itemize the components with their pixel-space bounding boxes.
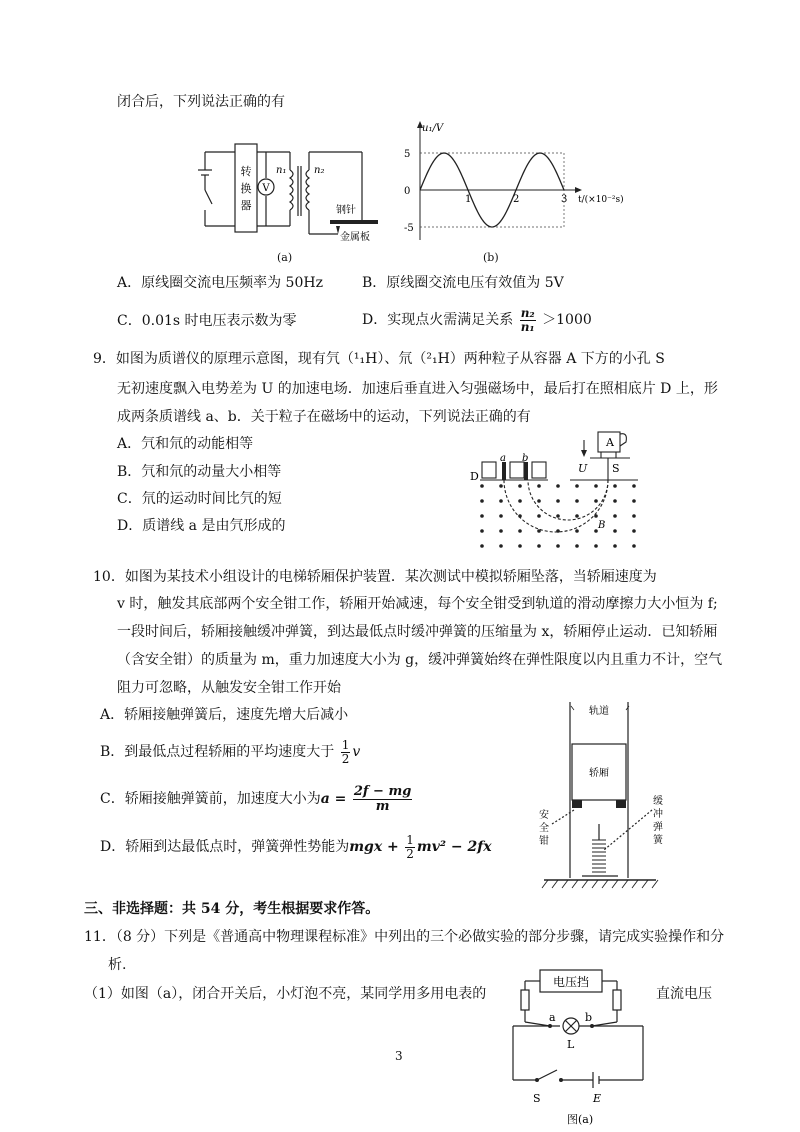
q8-option-d-denominator: n₁ <box>520 319 535 334</box>
spring-label-4: 簧 <box>653 835 663 846</box>
q10-elevator-figure <box>530 700 670 890</box>
magnetic-field-dot <box>613 484 617 488</box>
magnetic-field-dot <box>556 499 560 503</box>
magnetic-field-dot <box>632 544 636 548</box>
y-tick-label: -5 <box>404 223 414 234</box>
q10-option-b <box>100 736 360 768</box>
magnetic-field-dot <box>556 514 560 518</box>
magnetic-field-dot <box>613 544 617 548</box>
q10-option-c-eq: a = <box>320 791 347 807</box>
magnetic-field-dot <box>537 514 541 518</box>
q8-option-a: A．原线圈交流电压频率为 50Hz <box>117 275 323 291</box>
plate-d-label: D <box>470 470 479 483</box>
magnetic-field-dot <box>632 484 636 488</box>
slit-s-label: S <box>612 462 620 475</box>
magnetic-field-dot <box>518 544 522 548</box>
q10-option-d-text: D．轿厢到达最低点时，弹簧弹性势能为 <box>100 839 350 855</box>
magnetic-field-dot <box>518 499 522 503</box>
x-axis-label: t/(×10⁻²s) <box>578 195 624 205</box>
q10-stem-line-4: （含安全钳）的质量为 m，重力加速度大小为 g，缓冲弹簧始终在弹性限度以内且重力不计，空气 <box>117 652 723 668</box>
intro-line: 闭合后，下列说法正确的有 <box>117 94 285 110</box>
needle-label: 钢针 <box>336 205 356 216</box>
q10-option-d-numerator: 1 <box>406 832 414 847</box>
converter-char-1: 转 <box>240 165 252 178</box>
voltmeter-label: V <box>262 183 270 194</box>
q9-option-d: D．质谱线 a 是由氕形成的 <box>117 518 286 534</box>
magnetic-field-dot <box>613 529 617 533</box>
voltage-u-label: U <box>578 462 588 475</box>
q10-stem-line-5: 阻力可忽略，从触发安全钳工作开始 <box>117 680 341 696</box>
q8-option-d-text: D．实现点火需满足关系 <box>362 312 514 328</box>
q10-option-d-denominator: 2 <box>406 846 414 861</box>
figure-b-caption: (b) <box>483 251 499 264</box>
q9-stem-line-1: 9．如图为质谱仪的原理示意图，现有氕（¹₁H）、氘（²₁H）两种粒子从容器 A 下方的小孔 S <box>93 351 665 367</box>
converter-char-2: 换 <box>240 182 252 195</box>
magnetic-field-dot <box>556 544 560 548</box>
field-b-label: B <box>598 520 606 531</box>
battery-e-label: E <box>593 1092 602 1105</box>
line-a-label: a <box>500 453 506 464</box>
x-tick-label: 1 <box>465 194 472 205</box>
q9-stem-line-2: 无初速度飘入电势差为 U 的加速电场．加速后垂直进入匀强磁场中，最后打在照相底片 D 上，形 <box>117 381 718 397</box>
q8-option-d-post: ＞1000 <box>542 312 592 328</box>
x-tick-label: 3 <box>561 194 568 205</box>
y-axis-label: u₁/V <box>422 123 444 134</box>
magnetic-field-dot <box>632 499 636 503</box>
magnetic-field-dot <box>613 499 617 503</box>
magnetic-field-dot <box>480 514 484 518</box>
q10-option-a: A．轿厢接触弹簧后，速度先增大后减小 <box>100 707 349 723</box>
q11-stem-line-1: 11．（8 分）下列是《普通高中物理课程标准》中列出的三个必做实验的部分步骤，请完成实验操作和分 <box>84 929 725 945</box>
magnetic-field-dot <box>480 484 484 488</box>
switch-s-label: S <box>533 1092 541 1105</box>
magnetic-field-dot <box>575 499 579 503</box>
converter-char-3: 器 <box>240 199 252 212</box>
n2-label: n₂ <box>314 165 325 176</box>
magnetic-field-dot <box>499 499 503 503</box>
x-tick-label: 2 <box>513 194 520 205</box>
magnetic-field-dot <box>537 529 541 533</box>
clamp-label-1: 安 <box>539 810 549 821</box>
magnetic-field-dot <box>594 499 598 503</box>
q10-option-b-v: v <box>352 744 361 760</box>
plate-label: 金属板 <box>340 232 370 243</box>
y-tick-label: 0 <box>404 186 411 197</box>
magnetic-field-dot <box>613 514 617 518</box>
magnetic-field-dot <box>537 499 541 503</box>
magnetic-field-dot <box>518 529 522 533</box>
meter-mode-label: 电压挡 <box>552 975 590 989</box>
magnetic-field-dot <box>575 514 579 518</box>
q10-option-c <box>100 782 414 816</box>
q9-mass-spectrometer-figure <box>470 428 645 558</box>
magnetic-field-dot <box>499 484 503 488</box>
section-3-heading: 三、非选择题：共 54 分，考生根据要求作答。 <box>84 901 380 917</box>
spring-label-3: 弹 <box>653 822 663 833</box>
magnetic-field-dot <box>575 529 579 533</box>
q10-option-b-numerator: 1 <box>341 737 350 752</box>
magnetic-field-dot <box>499 529 503 533</box>
magnetic-field-dot <box>632 529 636 533</box>
q10-option-d-part1: mgx + <box>349 839 399 855</box>
q10-option-b-denominator: 2 <box>341 751 350 766</box>
car-label: 轿厢 <box>589 768 609 779</box>
lamp-l-label: L <box>567 1038 575 1051</box>
q10-option-c-denominator: m <box>375 798 390 814</box>
metal-plate <box>330 220 378 224</box>
q10-option-d-part2: mv² − 2fx <box>416 839 492 855</box>
q8-option-c: C．0.01s 时电压表示数为零 <box>117 313 297 329</box>
magnetic-field-dot <box>518 514 522 518</box>
magnetic-field-dot <box>594 514 598 518</box>
magnetic-field-dot <box>575 484 579 488</box>
magnetic-field-dot <box>575 544 579 548</box>
magnetic-field-dot <box>594 484 598 488</box>
clamp-label-3: 钳 <box>539 836 549 847</box>
figure-a-caption-q11: 图(a) <box>567 1113 594 1126</box>
q10-stem-line-1: 10．如图为某技术小组设计的电梯轿厢保护装置．某次测试中模拟轿厢坠落，当轿厢速度为 <box>93 569 657 585</box>
point-a-label: a <box>549 1011 556 1024</box>
magnetic-field-dot <box>632 514 636 518</box>
q10-option-b-text: B．到最低点过程轿厢的平均速度大于 <box>100 744 335 760</box>
rail-label: 轨道 <box>589 706 609 717</box>
q11-part1-post: 直流电压 <box>656 986 712 1002</box>
clamp-label-2: 全 <box>539 823 549 834</box>
n1-label: n₁ <box>276 165 287 176</box>
q8-option-d-numerator: n₂ <box>520 305 535 320</box>
y-tick-label: 5 <box>404 149 411 160</box>
q9-option-a: A．氕和氘的动能相等 <box>117 436 254 452</box>
q9-stem-line-3: 成两条质谱线 a、b．关于粒子在磁场中的运动，下列说法正确的有 <box>117 409 531 425</box>
magnetic-field-dot <box>537 484 541 488</box>
q11-part1-text: （1）如图（a），闭合开关后，小灯泡不亮，某同学用多用电表的 <box>84 986 487 1002</box>
figure-a-caption: (a) <box>277 251 293 264</box>
q11-stem-line-2: 析. <box>108 957 127 973</box>
magnetic-field-dot <box>480 499 484 503</box>
q10-option-c-text: C．轿厢接触弹簧前，加速度大小为 <box>100 791 321 807</box>
magnetic-field-dot <box>480 544 484 548</box>
figure-b-voltage-chart <box>400 118 640 248</box>
magnetic-field-dot <box>594 544 598 548</box>
magnetic-field-dot <box>537 544 541 548</box>
magnetic-field-dot <box>518 484 522 488</box>
page-number: 3 <box>395 1049 403 1063</box>
spring-label-2: 冲 <box>653 809 663 820</box>
q10-option-c-numerator: 2f − mg <box>353 783 412 799</box>
container-a-label: A <box>606 436 614 449</box>
q10-stem-line-3: 一段时间后，轿厢接触缓冲弹簧，到达最低点时缓冲弹簧的压缩量为 x，轿厢停止运动．已知轿厢 <box>117 624 718 640</box>
q11-circuit-figure-a <box>505 968 655 1130</box>
magnetic-field-dot <box>556 529 560 533</box>
q9-option-c: C．氘的运动时间比氕的短 <box>117 491 282 507</box>
magnetic-field-dot <box>499 544 503 548</box>
q10-stem-line-2: v 时，触发其底部两个安全钳工作，轿厢开始减速，每个安全钳受到轨道的滑动摩擦力大小恒为 f; <box>117 596 718 612</box>
spring-label-1: 缓 <box>653 796 663 807</box>
magnetic-field-dot <box>556 484 560 488</box>
magnetic-field-dot <box>480 529 484 533</box>
q8-option-d <box>362 304 592 336</box>
q9-option-b: B．氕和氘的动量大小相等 <box>117 464 282 480</box>
line-b-label: b <box>522 453 529 464</box>
q8-option-b: B．原线圈交流电压有效值为 5V <box>362 275 564 291</box>
q10-option-d <box>100 830 492 864</box>
point-b-label: b <box>585 1011 593 1024</box>
magnetic-field-dot <box>499 514 503 518</box>
